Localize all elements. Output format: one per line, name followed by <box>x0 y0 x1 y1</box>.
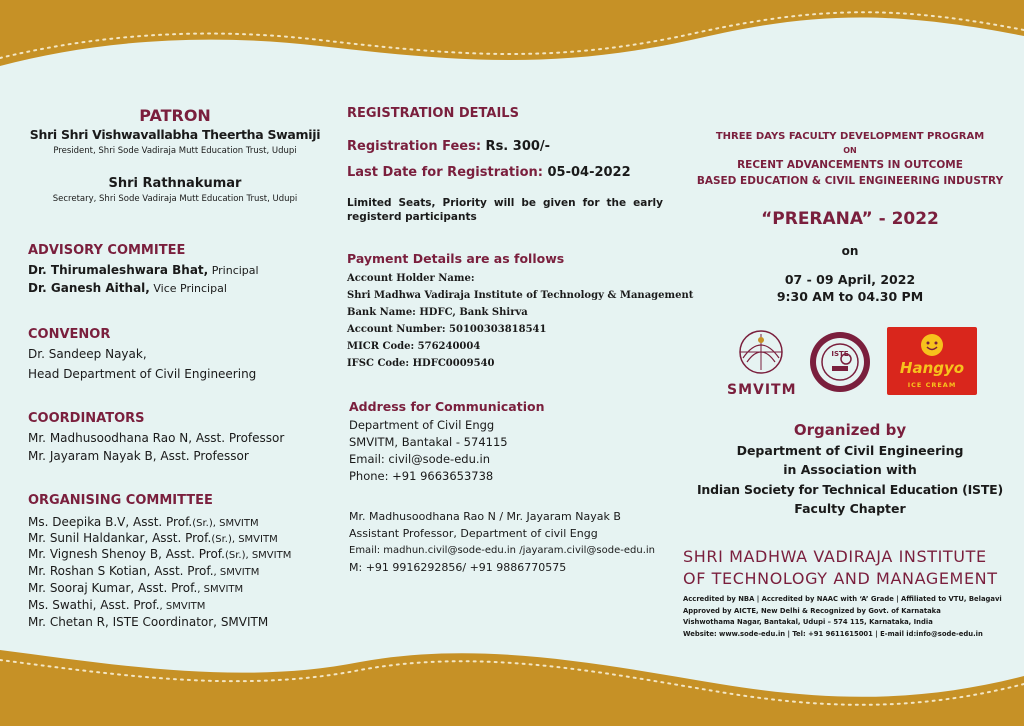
iste-seal-icon <box>808 330 872 394</box>
committee-member-affil: , SMVITM <box>159 601 206 612</box>
hangyo-logo-subtext: ICE CREAM <box>907 381 957 389</box>
organizer-line-1: Department of Civil Engineering <box>736 443 964 458</box>
bottom-wave <box>0 650 1024 726</box>
iste-logo-text: ISTE <box>831 350 849 358</box>
patron-role-1: President, Shri Sode Vadiraja Mutt Education Trust, Udupi <box>53 146 297 156</box>
advisory-member-2-name: Dr. Ganesh Aithal, <box>28 281 150 295</box>
payment-details <box>347 270 693 372</box>
top-wave <box>0 0 1024 66</box>
event-name: “PRERANA” - 2022 <box>761 209 939 229</box>
committee-member-affil: , SMVITM <box>213 567 260 578</box>
smvitm-logo <box>727 328 795 398</box>
smvitm-logo-text: SMVITM <box>727 382 797 398</box>
program-on: ON <box>843 146 857 155</box>
program-title-1: THREE DAYS FACULTY DEVELOPMENT PROGRAM <box>715 131 985 142</box>
committee-member-affil: (Sr.), SMVITM <box>224 550 292 561</box>
last-date-value: 05-04-2022 <box>542 165 631 180</box>
address-lines <box>349 417 508 485</box>
smvitm-emblem-icon <box>727 328 795 376</box>
committee-member-name: Mr. Vignesh Shenoy B, Asst. Prof. <box>28 547 225 561</box>
contact-line: M: +91 9916292856/ +91 9886770575 <box>349 561 567 574</box>
contact-line: Assistant Professor, Department of civil Engg <box>349 527 598 540</box>
patron-heading: PATRON <box>139 106 211 125</box>
patron-role-2: Secretary, Shri Sode Vadiraja Mutt Education Trust, Udupi <box>52 194 298 204</box>
payment-line: IFSC Code: HDFC0009540 <box>347 358 495 369</box>
hangyo-logo <box>887 327 977 395</box>
committee-member-affil: (Sr.), SMVITM <box>211 534 278 545</box>
committee-member-name: Mr. Chetan R, ISTE Coordinator, SMVITM <box>28 615 269 629</box>
committee-member-name: Mr. Sunil Haldankar, Asst. Prof. <box>28 531 212 545</box>
event-dates: 07 - 09 April, 2022 <box>784 272 916 287</box>
committee-member <box>28 564 259 578</box>
convenor-line-1: Dr. Sandeep Nayak, <box>28 347 147 361</box>
advisory-member-2-role: Vice Principal <box>149 282 227 295</box>
advisory-heading: ADVISORY COMMITEE <box>28 243 186 258</box>
smiley-face-icon <box>920 333 944 357</box>
committee-member <box>28 515 259 529</box>
committee-member-affil: (Sr.), SMVITM <box>192 518 259 529</box>
event-on: on <box>841 244 859 258</box>
committee-member-name: Mr. Roshan S Kotian, Asst. Prof. <box>28 564 214 578</box>
organizer-line-2: in Association with <box>783 462 917 477</box>
address-line: Department of Civil Engg <box>349 418 495 432</box>
committee-member-name: Mr. Sooraj Kumar, Asst. Prof. <box>28 581 198 595</box>
institute-name-1: SHRI MADHWA VADIRAJA INSTITUTE <box>683 547 987 566</box>
address-line: SMVITM, Bantakal - 574115 <box>349 435 508 449</box>
organized-by-heading: Organized by <box>793 421 907 439</box>
payment-line: Account Number: 50100303818541 <box>347 324 547 335</box>
registration-fees-label: Registration Fees: <box>347 139 482 154</box>
address-line: Email: civil@sode-edu.in <box>349 452 491 466</box>
patron-name-2: Shri Rathnakumar <box>108 176 242 191</box>
address-heading: Address for Communication <box>349 399 545 414</box>
advisory-member-1-role: Principal <box>208 264 259 277</box>
committee-member-name: Ms. Swathi, Asst. Prof. <box>28 598 160 612</box>
coordinators-heading: COORDINATORS <box>28 411 145 426</box>
footer-line: Vishwothama Nagar, Bantakal, Udupi – 574 115, Karnataka, India <box>683 618 933 626</box>
advisory-member-2 <box>28 281 227 295</box>
institute-footer <box>683 594 1002 640</box>
committee-member <box>28 547 291 561</box>
coordinator-2: Mr. Jayaram Nayak B, Asst. Professor <box>28 449 249 463</box>
program-title-2: RECENT ADVANCEMENTS IN OUTCOME <box>737 159 963 171</box>
last-date <box>347 165 631 180</box>
committee-member <box>28 531 278 545</box>
registration-heading: REGISTRATION DETAILS <box>347 106 519 121</box>
payment-heading: Payment Details are as follows <box>347 251 565 266</box>
iste-logo <box>808 330 872 394</box>
institute-name-2: OF TECHNOLOGY AND MANAGEMENT <box>683 569 998 588</box>
registration-fees-value: Rs. 300/- <box>481 139 551 154</box>
payment-line: MICR Code: 576240004 <box>347 341 481 352</box>
contact-line: Email: madhun.civil@sode-edu.in /jayaram.civil@sode-edu.in <box>349 545 656 556</box>
organising-heading: ORGANISING COMMITTEE <box>28 493 213 508</box>
limited-seats-note: Limited Seats, Priority will be given for the early registerd participants <box>347 197 663 223</box>
footer-line: Accredited by NBA | Accredited by NAAC with ‘A’ Grade | Affiliated to VTU, Belagavi <box>683 595 1002 603</box>
last-date-label: Last Date for Registration: <box>347 165 543 180</box>
organizer-line-4: Faculty Chapter <box>794 501 906 516</box>
program-title-3: BASED EDUCATION & CIVIL ENGINEERING INDUSTRY <box>696 175 1004 187</box>
advisory-member-1-name: Dr. Thirumaleshwara Bhat, <box>28 263 209 277</box>
address-line: Phone: +91 9663653738 <box>349 469 494 483</box>
payment-line: Bank Name: HDFC, Bank Shirva <box>347 307 528 318</box>
footer-line: Approved by AICTE, New Delhi & Recognized by Govt. of Karnataka <box>683 606 941 615</box>
committee-member <box>28 615 268 629</box>
payment-line: Shri Madhwa Vadiraja Institute of Technology & Management <box>347 290 694 301</box>
coordinator-1: Mr. Madhusoodhana Rao N, Asst. Professor <box>28 431 285 445</box>
convenor-line-2: Head Department of Civil Engineering <box>28 367 257 381</box>
committee-member-affil: , SMVITM <box>197 584 244 595</box>
hangyo-logo-text: Hangyo <box>899 359 965 377</box>
committee-member <box>28 581 243 595</box>
organizer-line-3: Indian Society for Technical Education (ISTE) <box>696 482 1004 497</box>
committee-member-name: Ms. Deepika B.V, Asst. Prof. <box>28 515 193 529</box>
advisory-member-1 <box>28 263 259 277</box>
contact-line: Mr. Madhusoodhana Rao N / Mr. Jayaram Nayak B <box>349 510 621 523</box>
patron-name-1: Shri Shri Vishwavallabha Theertha Swamiji <box>29 127 321 142</box>
committee-member <box>28 598 205 612</box>
registration-fees <box>347 139 550 154</box>
footer-line: Website: www.sode-edu.in | Tel: +91 9611615001 | E-mail id:info@sode-edu.in <box>683 629 983 638</box>
convenor-heading: CONVENOR <box>28 327 111 342</box>
event-time: 9:30 AM to 04.30 PM <box>776 289 924 304</box>
payment-line: Account Holder Name: <box>347 273 475 284</box>
contact-lines <box>349 508 655 576</box>
